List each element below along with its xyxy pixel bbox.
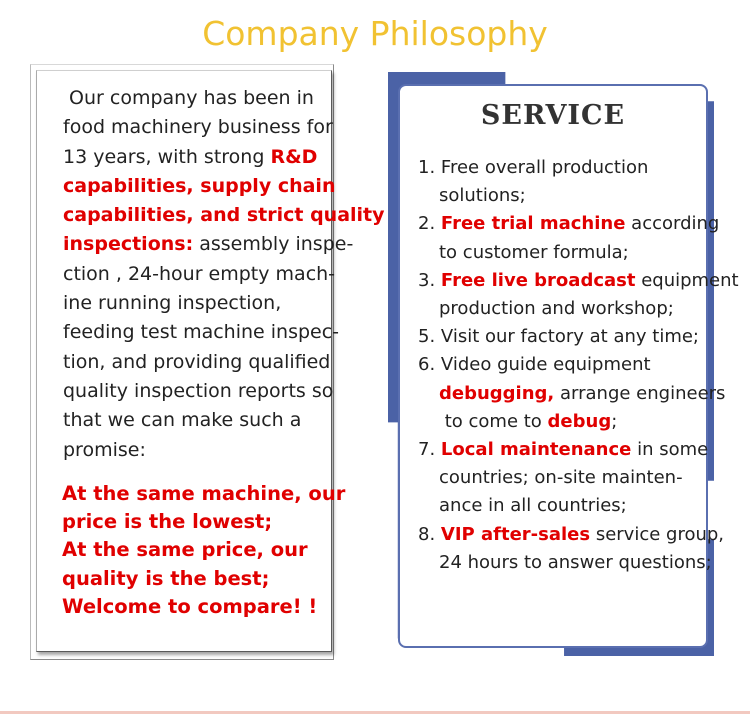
service-text-run: ; <box>611 410 618 432</box>
philosophy-text-run: that we can make such a <box>63 409 302 432</box>
philosophy-text-run: ction , 24-hour empty mach- <box>63 262 336 285</box>
philosophy-line <box>63 230 354 259</box>
service-title: SERVICE <box>480 100 626 131</box>
philosophy-text-run: assembly inspe- <box>193 233 354 256</box>
service-item <box>418 154 718 210</box>
philosophy-line <box>63 436 333 465</box>
service-text-run: in some <box>631 439 709 461</box>
service-item-line <box>418 408 718 436</box>
service-item-line <box>418 549 718 577</box>
philosophy-highlight: R&D <box>270 145 318 168</box>
service-item <box>418 436 718 521</box>
philosophy-line <box>63 113 333 142</box>
service-item-number: 7. <box>418 439 436 461</box>
service-item-line <box>418 154 718 182</box>
service-text-run: service group, <box>590 523 725 545</box>
service-text-run: Visit our factory at any time; <box>435 326 699 348</box>
promise-text <box>62 480 346 621</box>
philosophy-highlight: capabilities, and strict quality <box>63 204 385 227</box>
service-item <box>418 210 718 266</box>
service-item-line <box>418 182 718 210</box>
service-item-number: 3. <box>418 269 436 291</box>
philosophy-text-run: food machinery business for <box>63 116 333 139</box>
service-text-run: ance in all countries; <box>439 495 627 517</box>
service-item-line <box>418 210 718 238</box>
service-item-number: 1. <box>418 157 436 178</box>
philosophy-line <box>63 377 333 406</box>
philosophy-highlight: inspections: <box>63 233 194 256</box>
philosophy-text-run: promise: <box>63 438 146 461</box>
philosophy-text-run: feeding test machine inspec- <box>63 321 340 344</box>
service-highlight: debug <box>547 410 612 432</box>
service-item-line <box>418 380 726 408</box>
philosophy-text-run: Our company has been in <box>63 87 314 109</box>
philosophy-line <box>63 318 340 347</box>
service-highlight: Free trial machine <box>440 213 626 235</box>
service-text-run: solutions; <box>439 185 526 207</box>
promise-line: quality is the best; <box>62 566 270 590</box>
service-highlight: VIP after-sales <box>440 523 591 545</box>
service-text-run: 24 hours to answer questions; <box>439 551 712 573</box>
service-text-run: countries; on-site mainten- <box>439 467 683 489</box>
service-text-run: equipment <box>635 269 739 291</box>
service-item-line <box>418 323 718 351</box>
service-text-run: Video guide equipment <box>435 354 651 376</box>
promise-line: price is the lowest; <box>62 510 273 534</box>
service-item <box>418 521 725 577</box>
promise-line: At the same price, our <box>62 538 308 562</box>
page-title: Company Philosophy <box>202 14 548 53</box>
service-item-number: 8. <box>418 523 436 545</box>
service-item <box>418 267 739 323</box>
philosophy-line <box>63 289 333 318</box>
service-item-line <box>418 521 725 549</box>
service-item-line <box>418 351 718 379</box>
service-item-number: 5. <box>418 326 436 348</box>
philosophy-text-run: quality inspection reports so <box>63 379 334 402</box>
service-item-line <box>418 492 718 520</box>
philosophy-line <box>63 260 336 289</box>
service-item <box>418 351 726 436</box>
service-item-number: 2. <box>418 213 436 235</box>
service-item-line <box>418 464 718 492</box>
philosophy-line <box>63 406 333 435</box>
service-highlight: debugging, <box>439 382 555 404</box>
philosophy-highlight: capabilities, supply chain <box>63 174 336 197</box>
service-text-run: to come to <box>439 410 548 432</box>
service-text-run: production and workshop; <box>439 298 674 320</box>
service-text-run: arrange engineers <box>554 382 726 404</box>
philosophy-line <box>63 143 333 172</box>
service-item-line <box>418 239 718 267</box>
service-highlight: Local maintenance <box>440 439 632 461</box>
service-item <box>418 323 718 351</box>
service-highlight: Free live broadcast <box>440 269 636 291</box>
service-item-number: 6. <box>418 354 436 376</box>
service-item-line <box>418 436 718 464</box>
service-text-run: according <box>625 213 720 235</box>
philosophy-text-run: ine running inspection, <box>63 292 282 315</box>
philosophy-text-run: tion, and providing qualified <box>63 350 331 373</box>
service-list <box>418 154 739 577</box>
promise-line: At the same machine, our <box>62 482 346 505</box>
philosophy-line <box>63 84 333 113</box>
service-item-line <box>418 295 718 323</box>
philosophy-line <box>63 348 333 377</box>
philosophy-text <box>63 84 385 465</box>
philosophy-line <box>63 172 336 201</box>
service-text-run: to customer formula; <box>439 241 629 263</box>
promise-line: Welcome to compare! ! <box>62 594 318 618</box>
service-text-run: Free overall production <box>435 157 649 178</box>
philosophy-line <box>63 201 385 230</box>
philosophy-text-run: 13 years, with strong <box>63 145 271 168</box>
service-item-line <box>418 267 739 295</box>
